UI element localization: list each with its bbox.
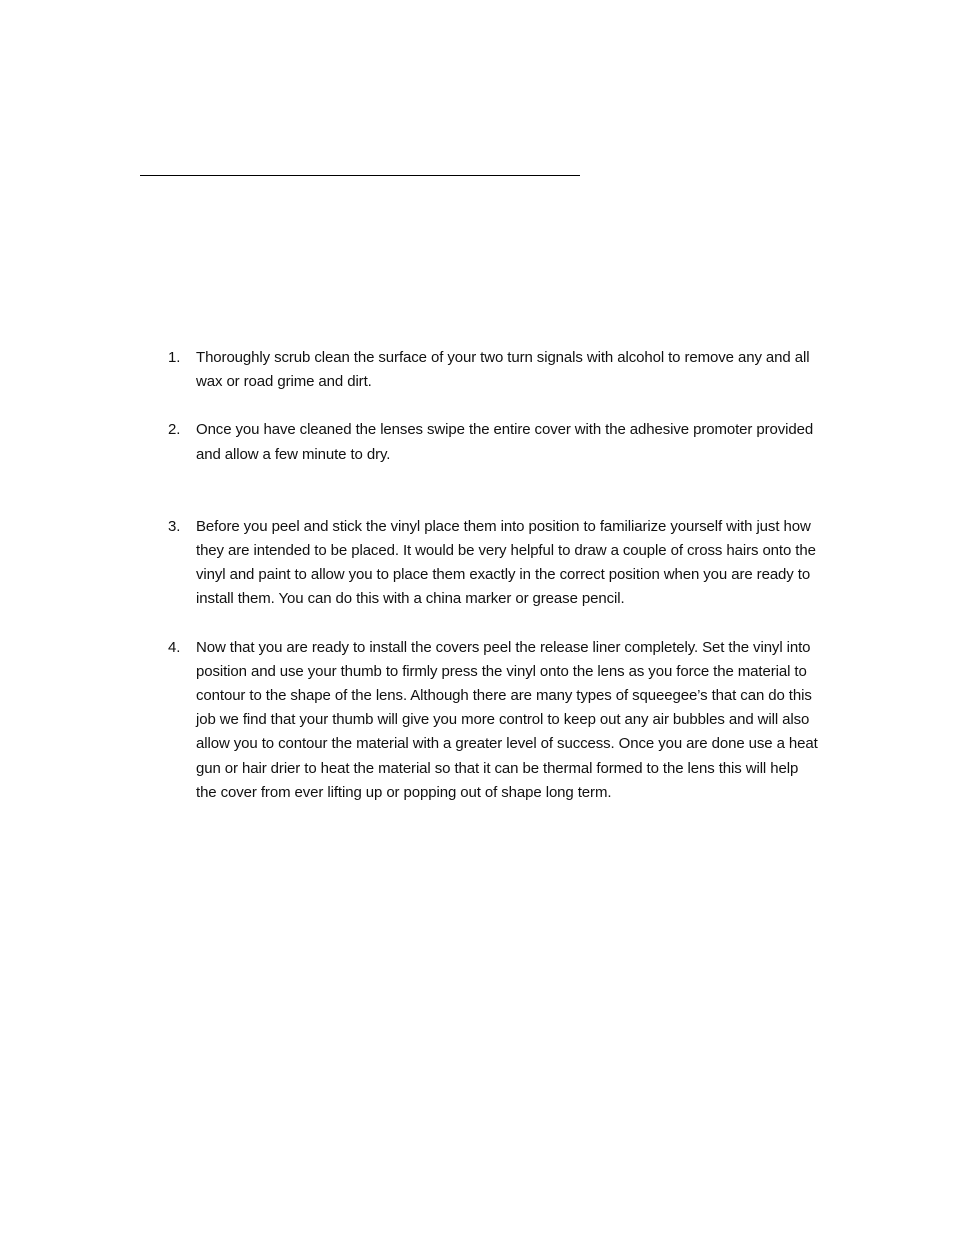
step-number: 4.	[168, 638, 181, 656]
step-text: Thoroughly scrub clean the surface of your two turn signals with alcohol to remove any and all wax or road grime and dirt.	[196, 349, 810, 391]
step-number: 3.	[168, 517, 181, 535]
step-text: Once you have cleaned the lenses swipe the entire cover with the adhesive promoter provided and allow a few minute to dry.	[196, 421, 814, 463]
step-text: Now that you are ready to install the covers peel the release liner completely. Set the vinyl into position and use your thumb to firmly press the vinyl onto the lens as you force the material to contour to the shape of the lens. Although there are many types of squeegee’s that can do this job we find that your thumb will give you more control to keep out any air bubbles and will also allow you to contour the material with a greater level of success. Once you are done use a heat gun or hair drier to heat the material so that it can be thermal formed to the lens this will help the cover from ever lifting up or popping out of shape long term.	[196, 638, 818, 801]
step-number: 1.	[168, 349, 181, 366]
step-text: Before you peel and stick the vinyl place them into position to familiarize yourself with just how they are intended to be placed. It would be very helpful to draw a couple of cross hairs onto the vinyl and paint to allow you to place them exactly in the correct position when you are ready to install them. You can do this with a china marker or grease pencil.	[196, 517, 816, 608]
horizontal-rule	[140, 175, 580, 176]
list-item	[168, 346, 818, 394]
list-item	[168, 515, 818, 612]
step-number: 2.	[168, 421, 181, 439]
list-item	[168, 418, 818, 466]
instruction-list	[168, 346, 818, 805]
list-item	[168, 636, 818, 805]
